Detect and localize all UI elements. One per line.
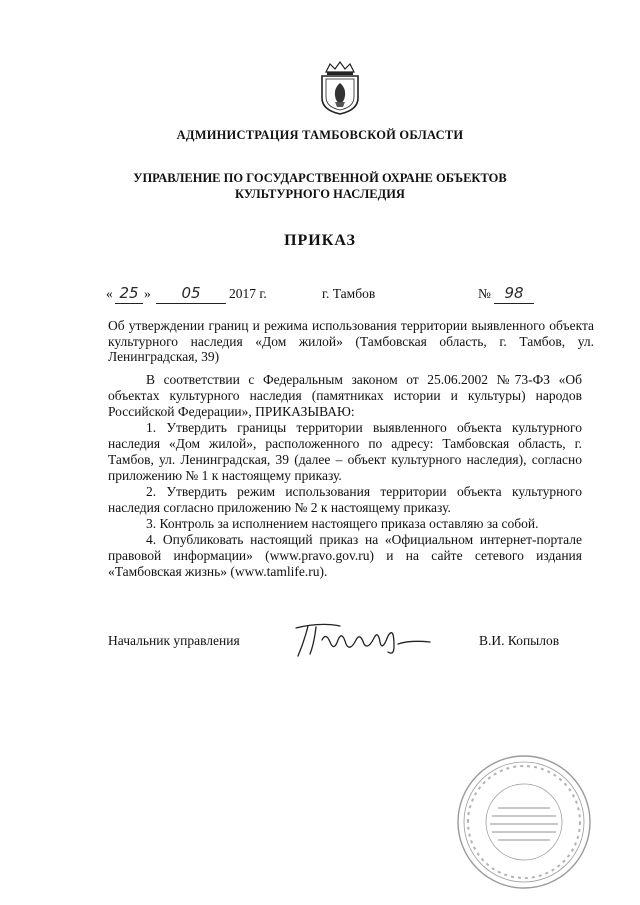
preamble: В соответствии с Федеральным законом от 25.06.2002 №73-ФЗ «Об объектах культурного наследия (памятниках истории и культуры) народов Российской Федерации», ПРИКАЗЫВАЮ: <box>108 372 582 419</box>
order-subject: Об утверждении границ и режима использования территории выявленного объекта культурного наследия «Дом жилой» (Тамбовская область, г. Тамбов, ул. Ленинградская, 39) <box>108 318 594 364</box>
department-line-1: УПРАВЛЕНИЕ ПО ГОСУДАРСТВЕННОЙ ОХРАНЕ ОБЪЕКТОВ <box>133 171 507 185</box>
date-close-quote: » <box>144 286 151 301</box>
order-body <box>108 372 582 580</box>
order-number-label: № <box>478 286 491 301</box>
date-month-handwritten: 05 <box>156 284 226 304</box>
order-place: г. Тамбов <box>322 286 376 301</box>
item-3: 3. Контроль за исполнением настоящего приказа оставляю за собой. <box>146 516 539 531</box>
document-type: ПРИКАЗ <box>284 232 356 249</box>
tambov-coat-of-arms-icon <box>318 58 362 116</box>
signatory-name: В.И. Копылов <box>479 633 560 648</box>
item-1: 1. Утвердить границы территории выявленного объекта культурного наследия «Дом жилой», расположенного по адресу: Тамбовская область, г. Тамбов, ул. Ленинградская, 39 (далее – объект культурного наследия), согласно приложению № 1 к настоящему приказу. <box>108 420 582 483</box>
date-day-handwritten: 25 <box>115 284 143 304</box>
signatory-title: Начальник управления <box>108 633 240 648</box>
department-name <box>0 170 640 202</box>
handwritten-signature-icon <box>290 618 440 662</box>
date-number-line <box>106 286 536 308</box>
date-open-quote: « <box>106 286 113 301</box>
item-4: 4. Опубликовать настоящий приказ на «Официальном интернет-портале правовой информации» (www.pravo.gov.ru) и на сайте сетевого издания «Тамбовская жизнь» (www.tamlife.ru). <box>108 532 582 579</box>
item-2: 2. Утвердить режим использования территории объекта культурного наследия согласно приложению № 2 к настоящему приказу. <box>108 484 582 515</box>
official-round-seal-icon <box>454 752 594 892</box>
organization-name: АДМИНИСТРАЦИЯ ТАМБОВСКОЙ ОБЛАСТИ <box>176 128 464 142</box>
department-line-2: КУЛЬТУРНОГО НАСЛЕДИЯ <box>235 187 405 201</box>
date-year: 2017 г. <box>229 286 267 301</box>
order-number-handwritten: 98 <box>494 284 534 304</box>
